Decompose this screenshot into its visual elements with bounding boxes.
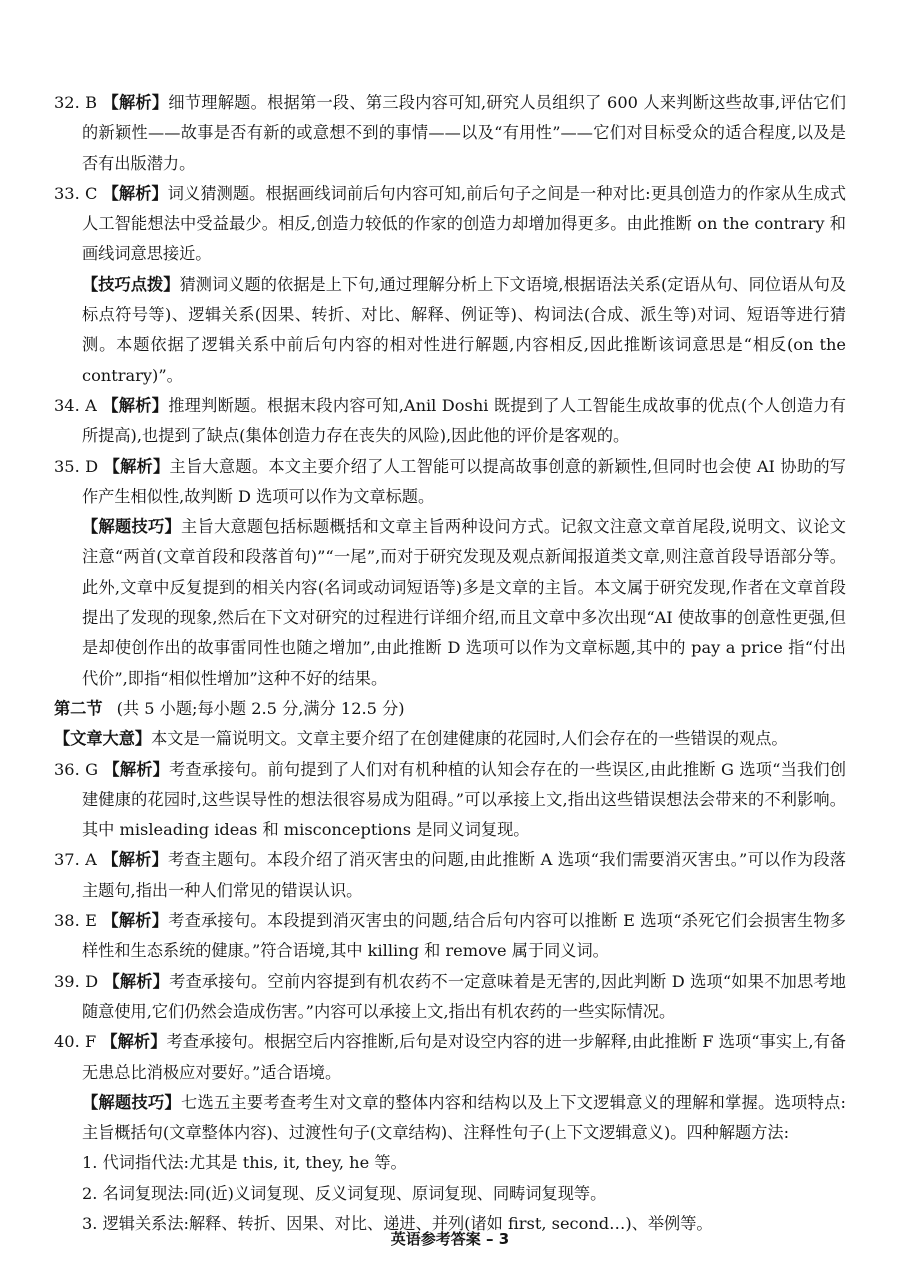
- tip-text: 主旨大意题包括标题概括和文章主旨两种设问方式。记叙文注意文章首尾段,说明文、议论文注意“两首(文章首段和段落首句)”“一尾”,而对于研究发现及观点新闻报道类文章,则注意首段导语部分等。此外,文章中反复提到的相关内容(名词或动词短语等)多是文章的主旨。本文属于研究发现,作者在文章首段提出了发现的现象,然后在下文对研究的过程进行详细介绍,而且文章中多次出现“AI 使故事的创意性更强,但是却使创作出的故事雷同性也随之增加”,由此推断 D 选项可以作为文章标题,其中的 pay a price 指“付出代价”,即指“相似性增加”这种不好的结果。: [82, 517, 846, 688]
- section-info: (共 5 小题;每小题 2.5 分,满分 12.5 分): [116, 698, 405, 718]
- tip-tag: 【技巧点拨】: [82, 274, 180, 294]
- analysis-text: 词义猜测题。根据画线词前后句内容可知,前后句子之间是一种对比:更具创造力的作家从生成式人工智能想法中受益最少。相反,创造力较低的作家的创造力却增加得更多。由此推断 on the contrary 和画线词意思接近。: [82, 183, 847, 264]
- tip-text: 七选五主要考查考生对文章的整体内容和结构以及上下文逻辑意义的理解和掌握。选项特点:主旨概括句(文章整体内容)、过渡性句子(文章结构)、注释性句子(上下文逻辑意义)。四种解题方法:: [82, 1092, 847, 1143]
- analysis-tag: 【解析】: [103, 759, 170, 779]
- analysis-text: 推理判断题。根据末段内容可知,Anil Doshi 既提到了人工智能生成故事的优点(个人创造力有所提高),也提到了缺点(集体创造力存在丧失的风险),因此他的评价是客观的。: [82, 395, 846, 446]
- answer-32: [54, 88, 846, 179]
- answer-37: [54, 845, 846, 906]
- tip-40: [54, 1088, 846, 1149]
- page-footer: 英语参考答案 – 3: [390, 1230, 510, 1248]
- tip-tag: 【解题技巧】: [82, 1092, 181, 1112]
- method-item: 1. 代词指代法:尤其是 this, it, they, he 等。: [82, 1153, 407, 1173]
- answer-number: 38. E: [54, 911, 97, 931]
- analysis-tag: 【解析】: [102, 93, 169, 112]
- analysis-tag: 【解析】: [102, 183, 168, 203]
- section-title: 第二节: [54, 698, 103, 718]
- answer-number: 32. B: [54, 93, 98, 112]
- answer-35: [54, 452, 846, 513]
- summary-tag: 【文章大意】: [54, 729, 152, 749]
- article-summary: [54, 724, 846, 754]
- analysis-tag: 【解析】: [102, 395, 169, 415]
- analysis-tag: 【解析】: [103, 456, 170, 476]
- analysis-tag: 【解析】: [102, 911, 169, 931]
- answer-40: [54, 1027, 846, 1088]
- analysis-tag: 【解析】: [103, 971, 170, 991]
- tip-tag: 【解题技巧】: [82, 517, 181, 537]
- tip-text: 猜测词义题的依据是上下句,通过理解分析上下文语境,根据语法关系(定语从句、同位语从句及标点符号等)、逻辑关系(因果、转折、对比、解释、例证等)、构词法(合成、派生等)对词、短语等进行猜测。本题依据了逻辑关系中前后句内容的相对性进行解题,内容相反,因此推断该词意思是“相反(on the contrary)”。: [82, 274, 847, 385]
- answer-36: [54, 755, 846, 846]
- analysis-text: 主旨大意题。本文主要介绍了人工智能可以提高故事创意的新颖性,但同时也会使 AI 协助的写作产生相似性,故判断 D 选项可以作为文章标题。: [82, 456, 846, 506]
- analysis-tag: 【解析】: [101, 1032, 167, 1052]
- answer-number: 36. G: [54, 759, 99, 779]
- answer-number: 40. F: [54, 1032, 97, 1052]
- analysis-text: 考查主题句。本段介绍了消灭害虫的问题,由此推断 A 选项“我们需要消灭害虫。”可以作为段落主题句,指出一种人们常见的错误认识。: [82, 850, 846, 900]
- answer-number: 34. A: [54, 395, 97, 415]
- method-item: 3. 逻辑关系法:解释、转折、因果、对比、递进、并列(诸如 first, second…)、举例等。: [82, 1213, 713, 1233]
- section-heading: [54, 694, 846, 724]
- analysis-text: 考查承接句。空前内容提到有机农药不一定意味着是无害的,因此判断 D 选项“如果不加思考地随意使用,它们仍然会造成伤害。”内容可以承接上文,指出有机农药的一些实际情况。: [82, 971, 846, 1021]
- analysis-text: 考查承接句。前句提到了人们对有机种植的认知会存在的一些误区,由此推断 G 选项“当我们创建健康的花园时,这些误导性的想法很容易成为阻碍。”可以承接上文,指出这些错误想法会带来的不利影响。其中 misleading ideas 和 misconceptions 是同义词复现。: [82, 759, 847, 840]
- analysis-text: 考查承接句。本段提到消灭害虫的问题,结合后句内容可以推断 E 选项“杀死它们会损害生物多样性和生态系统的健康。”符合语境,其中 killing 和 remove 属于同义词。: [82, 911, 846, 961]
- analysis-tag: 【解析】: [102, 850, 169, 870]
- answer-34: [54, 391, 846, 452]
- answer-number: 33. C: [54, 183, 98, 203]
- answer-33: [54, 179, 846, 270]
- method-item: 2. 名词复现法:同(近)义词复现、反义词复现、原词复现、同畴词复现等。: [82, 1183, 607, 1203]
- answer-number: 35. D: [54, 456, 99, 476]
- answer-38: [54, 906, 846, 967]
- analysis-text: 考查承接句。根据空后内容推断,后句是对设空内容的进一步解释,由此推断 F 选项“事实上,有备无患总比消极应对要好。”适合语境。: [82, 1032, 847, 1082]
- summary-text: 本文是一篇说明文。文章主要介绍了在创建健康的花园时,人们会存在的一些错误的观点。: [151, 729, 788, 749]
- answer-number: 39. D: [54, 971, 99, 991]
- analysis-text: 细节理解题。根据第一段、第三段内容可知,研究人员组织了 600 人来判断这些故事,评估它们的新颖性——故事是否有新的或意想不到的事情——以及“有用性”——它们对目标受众的适合程度,以及是否有出版潜力。: [82, 93, 846, 173]
- tip-35: [54, 512, 846, 694]
- tip-33: [54, 270, 846, 391]
- answer-number: 37. A: [54, 850, 97, 870]
- answer-39: [54, 967, 846, 1028]
